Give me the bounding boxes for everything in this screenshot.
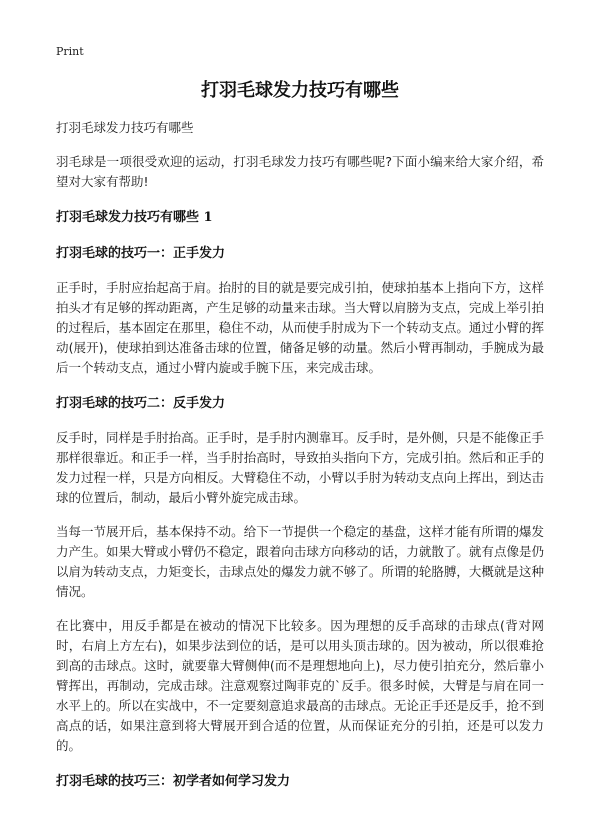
tip2-paragraph-2: 当每一节展开后，基本保持不动。给下一节提供一个稳定的基盘，这样才能有所谓的爆发力产生。如果大臂或小臂仍不稳定，跟着向击球方向移动的话，力就散了。就有点像是仍以肩为转动支点，力矩变长，击球点处的爆发力就不够了。所谓的轮胳膊，大概就是这种情况。	[56, 524, 544, 599]
tip2-paragraph-1: 反手时，同样是手肘抬高。正手时，是手肘内测靠耳。反手时，是外侧，只是不能像正手那样很靠近。和正手一样，当手肘抬高时，导致拍头指向下方，完成引拍。然后和正手的发力过程一样，只是方向相反。大臂稳住不动，小臂以手肘为转动支点向上挥出，到达击球的位置后，制动，最后小臂外旋完成击球。	[56, 430, 544, 505]
tip2-paragraph-3: 在比赛中，用反手都是在被动的情况下比较多。因为理想的反手高球的击球点(背对网时，右肩上方左右)，如果步法到位的话，是可以用头顶击球的。因为被动，所以很难抢到高的击球点。这时，就要靠大臂侧伸(而不是理想地向上)，尽力使引拍充分，然后靠小臂挥出，再制动，完成击球。注意观察过陶菲克的`反手。很多时候，大臂是与肩在同一水平上的。所以在实战中，不一定要刻意追求最高的击球点。无论正手还是反手，抢不到高点的话，如果注意到将大臂展开到合适的位置，从而保证充分的引拍，还是可以发力的。	[56, 618, 544, 753]
subtitle: 打羽毛球发力技巧有哪些	[56, 120, 194, 135]
tip3-heading: 打羽毛球的技巧三：初学者如何学习发力	[56, 774, 291, 789]
print-label[interactable]: Print	[56, 45, 84, 58]
intro-paragraph: 羽毛球是一项很受欢迎的运动，打羽毛球发力技巧有哪些呢?下面小编来给大家介绍，希望对大家有帮助!	[56, 154, 544, 189]
tip1-heading: 打羽毛球的技巧一：正手发力	[56, 246, 226, 261]
tip2-heading: 打羽毛球的技巧二：反手发力	[56, 396, 226, 411]
section1-heading: 打羽毛球发力技巧有哪些 1	[56, 210, 213, 225]
tip1-paragraph: 正手时，手肘应抬起高于肩。抬肘的目的就是要完成引拍，使球拍基本上指向下方，这样拍头才有足够的挥动距离，产生足够的动量来击球。当大臂以肩膀为支点，完成上举引拍的过程后，基本固定在那里，稳住不动，从而使手肘成为下一个转动支点。通过小臂的挥动(展开)，使球拍到达准备击球的位置，储备足够的动量。然后小臂再制动，手腕成为最后一个转动支点，通过小臂内旋或手腕下压，来完成击球。	[56, 280, 544, 375]
page-title: 打羽毛球发力技巧有哪些	[201, 80, 399, 101]
